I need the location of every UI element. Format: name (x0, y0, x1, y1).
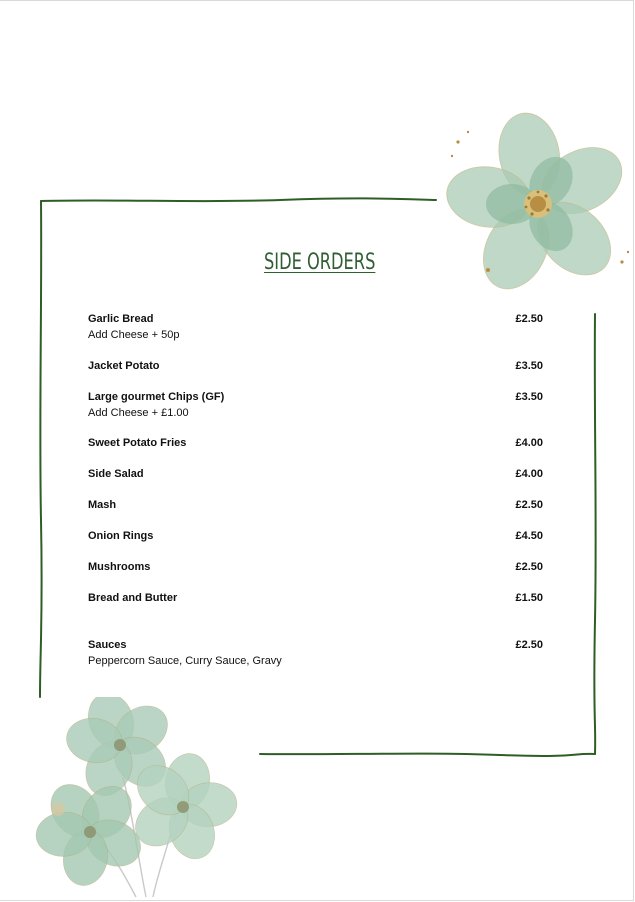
page-title: SIDE ORDERS (264, 250, 376, 275)
item-note: Add Cheese + 50p (88, 329, 180, 341)
item-note: Add Cheese + £1.00 (88, 407, 189, 419)
item-name: Mash (88, 499, 117, 511)
item-price: £2.50 (515, 313, 543, 325)
item-price: £4.00 (515, 437, 543, 449)
frame-right-line (594, 314, 595, 754)
frame-bottom-line (260, 754, 595, 756)
item-price: £4.00 (515, 468, 543, 480)
item-name: Large gourmet Chips (GF) (88, 391, 225, 403)
item-price: £3.50 (515, 391, 543, 403)
item-price: £4.50 (515, 530, 543, 542)
item-price: £2.50 (515, 499, 543, 511)
item-name: Side Salad (88, 468, 144, 480)
item-name: Jacket Potato (88, 360, 160, 372)
watercolor-flower-icon (440, 112, 635, 304)
item-name: Mushrooms (88, 561, 151, 573)
item-price: £2.50 (515, 639, 543, 651)
watercolor-flower-cluster-icon (28, 697, 248, 900)
item-price: £3.50 (515, 360, 543, 372)
item-price: £1.50 (515, 592, 543, 604)
frame-left-line (40, 201, 42, 697)
item-name: Sauces (88, 639, 127, 651)
item-name: Bread and Butter (88, 592, 178, 604)
item-name: Onion Rings (88, 530, 154, 542)
item-note: Peppercorn Sauce, Curry Sauce, Gravy (88, 655, 282, 667)
item-name: Sweet Potato Fries (88, 437, 187, 449)
frame-top-line (41, 198, 436, 201)
item-name: Garlic Bread (88, 313, 154, 325)
item-price: £2.50 (515, 561, 543, 573)
